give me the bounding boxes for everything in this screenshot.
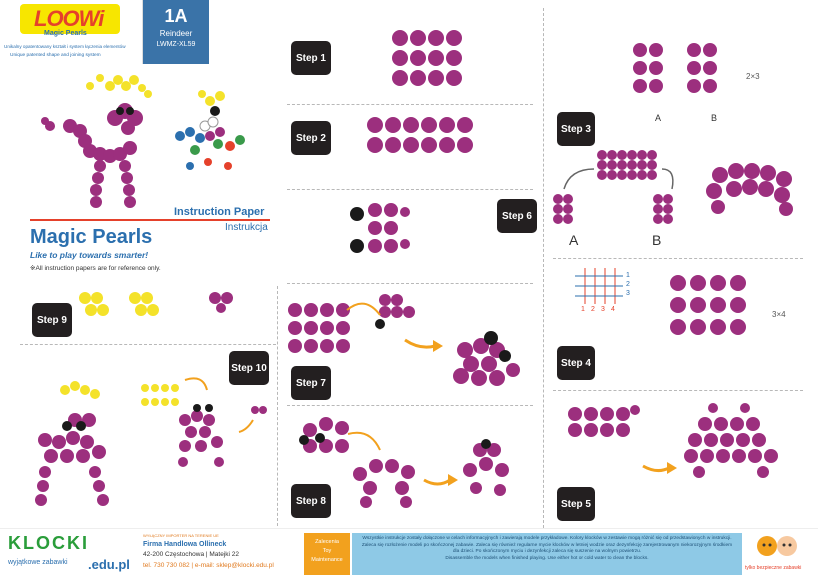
model-name: Reindeer <box>159 29 193 38</box>
step-4-col-2: 2 <box>591 306 595 313</box>
step-3-combine-diagram <box>550 145 810 255</box>
step-7-label: Step 7 <box>291 366 331 400</box>
step-5-pearl-assembly <box>565 400 805 495</box>
instruction-title-pl: Instrukcja <box>225 222 268 233</box>
company-name: Firma Handlowa Ollineck <box>143 541 227 548</box>
step-3-label-b: B <box>711 113 718 123</box>
recommend-box <box>304 533 350 575</box>
company-address: 42-200 Częstochowa | Matejki 22 <box>143 551 239 558</box>
divider-v2 <box>543 8 544 528</box>
step-5-label: Step 5 <box>557 487 595 521</box>
divider-h-r2 <box>553 390 803 391</box>
company-contact: tel. 730 730 082 | e-mail: sklep@klocki.edu.pl <box>143 562 274 569</box>
step-4-col-1: 1 <box>581 306 585 313</box>
divider-h-c1 <box>287 104 533 105</box>
step-2-pearl-grid <box>365 115 475 165</box>
step-4-row-3: 3 <box>626 290 630 297</box>
safe-toys-text: tylko bezpieczne zabawki <box>745 565 802 571</box>
divider-h-c4 <box>287 405 533 406</box>
divider-h-c3 <box>287 283 533 284</box>
footer <box>0 528 818 578</box>
recommend-line-1: Zalecenia <box>315 539 339 545</box>
step-4-size: 3×4 <box>772 310 786 319</box>
step-4-col-3: 3 <box>601 306 605 313</box>
step-4-row-1: 1 <box>626 272 630 279</box>
recommend-line-3: Maintenance <box>311 557 343 563</box>
model-badge <box>143 0 209 64</box>
step-4-col-4: 4 <box>611 306 615 313</box>
step-9-yellow-pieces <box>75 288 255 328</box>
step-9-label: Step 9 <box>32 303 72 337</box>
step-3-size: 2×3 <box>746 72 760 81</box>
step-4-pearl-grid <box>668 273 768 353</box>
step-10-final-reindeer <box>15 380 275 520</box>
step-3-big-b: B <box>652 232 662 248</box>
brand-logo-box <box>0 0 143 64</box>
notice-en: Disassemble the models when finished playing. Use either hot or cold water to clean the blocks. <box>445 555 649 561</box>
divider-h-left <box>20 344 276 345</box>
step-6-pearl-assembly <box>345 200 415 260</box>
notice-pl: Wszystkie instrukcje zostały dołączone w celach informacyjnych i zawierają modele przykładowe. Kolory klocków w zestawie mogą różnić się od przedstawionych w instrukcji. Zaleca się rozłożenie modeli po skończonej zabawie. Zaleca się również regularne mycie klocków w letniej wodzie oraz dezynfekcję zarejestrowanym niekorozyjnym środkiem dla dzieci. Po skończonym myciu i dezynfekcji zaleca się suszenie na wolnym powietrzu. <box>361 536 733 554</box>
step-2-label: Step 2 <box>291 121 331 155</box>
recommend-line-2: Toy <box>322 548 332 554</box>
brand-logo-subtext: Magic Pearls <box>44 30 87 37</box>
step-3-label-a: A <box>655 113 662 123</box>
divider-h-r1 <box>553 258 803 259</box>
title-underline <box>30 219 270 221</box>
model-number: 1A <box>164 6 188 26</box>
safe-toys-logo-icon <box>753 532 803 564</box>
step-8-label: Step 8 <box>291 484 331 518</box>
brand-tagline-en: Unique patented shape and joining system <box>10 53 101 58</box>
reference-note: ※All instruction papers are for reference only. <box>30 265 161 272</box>
step-7-pearl-assembly <box>285 290 535 400</box>
brand-tagline-pl: Unikalny opatentowany kształt i system łączenia elementów <box>4 44 126 49</box>
slogan: Like to play towards smarter! <box>30 250 149 260</box>
step-6-label: Step 6 <box>497 199 537 233</box>
divider-h-c2 <box>287 189 533 190</box>
step-8-pearl-assembly <box>290 410 535 515</box>
divider-v1 <box>277 286 278 526</box>
klocki-logo: KLOCKI <box>8 533 89 553</box>
klocki-sub: wyjątkowe zabawki <box>8 559 68 566</box>
step-3-label: Step 3 <box>557 112 595 146</box>
step-4-row-2: 2 <box>626 281 630 288</box>
reindeer-hero-illustration <box>30 66 270 216</box>
step-10-label: Step 10 <box>229 351 269 385</box>
step-1-pearl-grid <box>390 28 470 88</box>
step-1-label: Step 1 <box>291 41 331 75</box>
notice-box <box>352 533 742 575</box>
step-3-big-a: A <box>569 232 579 248</box>
step-4-label: Step 4 <box>557 346 595 380</box>
klocki-domain: .edu.pl <box>88 557 130 572</box>
brand-logo-text: LOOWi <box>34 6 104 31</box>
instruction-title-en: Instruction Paper <box>174 206 265 218</box>
model-code: LWMZ-XL59 <box>156 41 196 48</box>
step-3-pieces-a-b <box>630 40 700 110</box>
product-title: Magic Pearls <box>30 226 153 248</box>
importer-label: WYŁĄCZNY IMPORTER NA TERENIE UE <box>143 533 219 538</box>
